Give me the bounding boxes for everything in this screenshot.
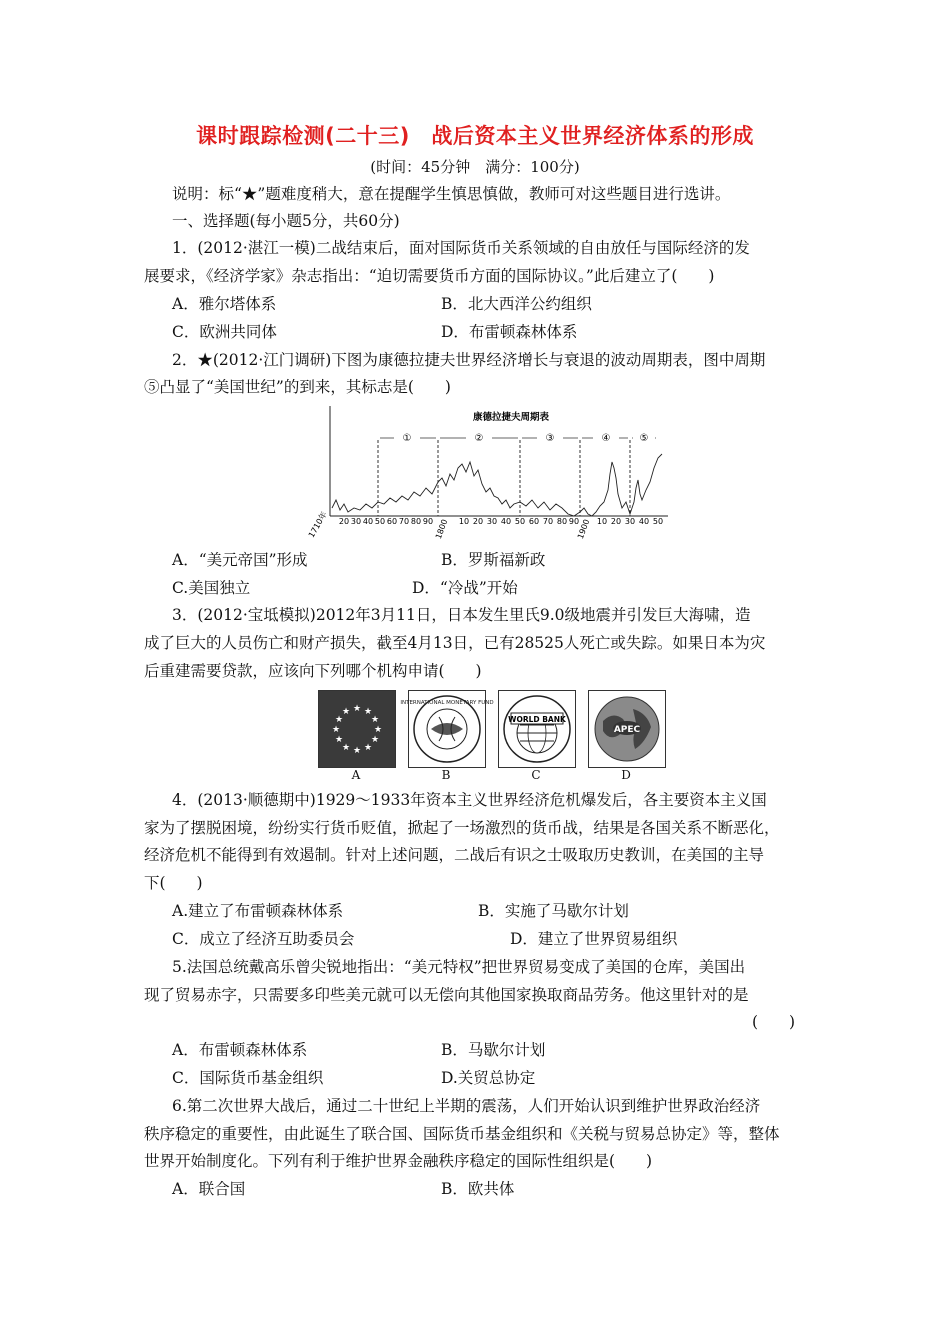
q1-option-c[interactable]: C．欧洲共同体 bbox=[172, 323, 277, 341]
svg-text:★: ★ bbox=[363, 707, 373, 717]
logo-d-label: D bbox=[621, 768, 631, 782]
xtick-10: 10 bbox=[458, 517, 470, 526]
q4-stem-line1: 4．(2013·顺德期中)1929～1933年资本主义世界经济危机爆发后，各主要资本主义国 bbox=[172, 791, 767, 809]
xtick-50c: 50 bbox=[652, 517, 664, 526]
xtick-70b: 70 bbox=[542, 517, 554, 526]
q1-stem-line1: 1．(2012·湛江一模)二战结束后，面对国际货币关系领域的自由放任与国际经济的发 bbox=[172, 239, 750, 257]
q5-stem-line3: ( ) bbox=[752, 1013, 796, 1031]
svg-text:★: ★ bbox=[352, 704, 362, 714]
q5-stem-line1: 5.法国总统戴高乐曾尖锐地指出：“美元特权”把世界贸易变成了美国的仓库，美国出 bbox=[172, 958, 746, 976]
xtick-10c: 10 bbox=[596, 517, 608, 526]
q2-option-c[interactable]: C.美国独立 bbox=[172, 579, 251, 597]
xtick-50b: 50 bbox=[514, 517, 526, 526]
imf-seal-text: INTERNATIONAL MONETARY FUND bbox=[400, 700, 494, 706]
xtick-30c: 30 bbox=[624, 517, 636, 526]
chart-title: 康德拉捷夫周期表 bbox=[472, 412, 550, 423]
q6-option-b[interactable]: B．欧共体 bbox=[441, 1180, 515, 1198]
logo-c-world-bank[interactable] bbox=[498, 690, 576, 768]
logo-c-label: C bbox=[531, 768, 541, 782]
xtick-40c: 40 bbox=[638, 517, 650, 526]
cycle-label-4: ④ bbox=[601, 433, 611, 444]
xtick-90: 90 bbox=[422, 517, 434, 526]
q5-option-c[interactable]: C．国际货币基金组织 bbox=[172, 1069, 324, 1087]
q3-stem-line1: 3．(2012·宝坻模拟)2012年3月11日，日本发生里氏9.0级地震并引发巨大海啸，造 bbox=[172, 606, 751, 624]
q2-option-b[interactable]: B．罗斯福新政 bbox=[441, 551, 546, 569]
q6-stem-line2: 秩序稳定的重要性，由此诞生了联合国、国际货币基金组织和《关税与贸易总协定》等，整体 bbox=[144, 1125, 780, 1143]
apec-text: APEC bbox=[613, 725, 641, 735]
xtick-90b: 90 bbox=[568, 517, 580, 526]
instruction-note: 说明：标“★”题难度稍大，意在提醒学生慎思慎做，教师可对这些题目进行选讲。 bbox=[172, 185, 731, 203]
q3-stem-line2: 成了巨大的人员伤亡和财产损失，截至4月13日，已有28525人死亡或失踪。如果日本为灾 bbox=[144, 634, 766, 652]
q2-stem-line1: 2．★(2012·江门调研)下图为康德拉捷夫世界经济增长与衰退的波动周期表，图中周期 bbox=[172, 351, 766, 369]
q2-option-d[interactable]: D．“冷战”开始 bbox=[412, 579, 518, 597]
q1-option-a[interactable]: A．雅尔塔体系 bbox=[172, 295, 277, 313]
q4-option-c[interactable]: C．成立了经济互助委员会 bbox=[172, 930, 355, 948]
logo-a-eu-flag[interactable] bbox=[318, 690, 396, 768]
svg-text:★: ★ bbox=[352, 746, 362, 756]
svg-text:★: ★ bbox=[370, 715, 380, 725]
section-heading: 一、选择题(每小题5分，共60分) bbox=[172, 212, 400, 230]
xtick-70: 70 bbox=[398, 517, 410, 526]
xtick-30b: 30 bbox=[486, 517, 498, 526]
svg-text:★: ★ bbox=[373, 725, 383, 735]
xtick-20: 20 bbox=[338, 517, 350, 526]
xtick-40b: 40 bbox=[500, 517, 512, 526]
xtick-60: 60 bbox=[386, 517, 398, 526]
svg-text:★: ★ bbox=[370, 735, 380, 745]
svg-text:★: ★ bbox=[331, 725, 341, 735]
q4-stem-line4: 下( ) bbox=[144, 874, 203, 892]
q1-option-b[interactable]: B．北大西洋公约组织 bbox=[441, 295, 592, 313]
q5-option-b[interactable]: B．马歇尔计划 bbox=[441, 1041, 546, 1059]
logo-b-imf[interactable] bbox=[400, 690, 494, 768]
page-title: 课时跟踪检测(二十三) 战后资本主义世界经济体系的形成 bbox=[196, 124, 754, 148]
logo-b-label: B bbox=[441, 768, 451, 782]
cycle-label-3: ③ bbox=[545, 433, 555, 444]
xtick-1900: 1900 bbox=[575, 518, 592, 541]
svg-text:★: ★ bbox=[341, 707, 351, 717]
svg-text:★: ★ bbox=[341, 743, 351, 753]
xtick-80: 80 bbox=[410, 517, 422, 526]
xtick-20c: 20 bbox=[610, 517, 622, 526]
economic-wave-line bbox=[332, 454, 662, 516]
eu-stars-icon bbox=[319, 691, 395, 767]
imf-seal-icon bbox=[400, 691, 494, 767]
q5-stem-line2: 现了贸易赤字，只需要多印些美元就可以无偿向其他国家换取商品劳务。他这里针对的是 bbox=[144, 986, 749, 1004]
svg-text:★: ★ bbox=[334, 735, 344, 745]
xtick-50: 50 bbox=[374, 517, 386, 526]
xtick-30: 30 bbox=[350, 517, 362, 526]
time-score-info: (时间：45分钟 满分：100分) bbox=[370, 158, 580, 176]
xtick-1710: 1710年 bbox=[306, 510, 329, 540]
kondratiev-cycle-chart bbox=[306, 404, 676, 540]
q6-stem-line1: 6.第二次世界大战后，通过二十世纪上半期的震荡，人们开始认识到维护世界政治经济 bbox=[172, 1097, 761, 1115]
xtick-80b: 80 bbox=[556, 517, 568, 526]
world-bank-seal-icon bbox=[499, 691, 575, 767]
xtick-60b: 60 bbox=[528, 517, 540, 526]
q5-option-d[interactable]: D.关贸总协定 bbox=[441, 1069, 536, 1087]
cycle-label-1: ① bbox=[402, 433, 412, 444]
q3-stem-line3: 后重建需要贷款，应该向下列哪个机构申请( ) bbox=[144, 662, 482, 680]
q4-option-a[interactable]: A.建立了布雷顿森林体系 bbox=[172, 902, 344, 920]
q6-stem-line3: 世界开始制度化。下列有利于维护世界金融秩序稳定的国际性组织是( ) bbox=[144, 1152, 653, 1170]
world-bank-text: WORLD BANK bbox=[508, 715, 566, 724]
apec-globe-icon bbox=[589, 691, 665, 767]
xtick-1800: 1800 bbox=[433, 518, 450, 541]
svg-text:★: ★ bbox=[363, 743, 373, 753]
q4-option-d[interactable]: D．建立了世界贸易组织 bbox=[510, 930, 678, 948]
logo-a-label: A bbox=[351, 768, 361, 782]
cycle-label-2: ② bbox=[474, 433, 484, 444]
q5-option-a[interactable]: A．布雷顿森林体系 bbox=[172, 1041, 308, 1059]
q2-stem-line2: ⑤凸显了“美国世纪”的到来，其标志是( ) bbox=[144, 378, 451, 396]
q4-stem-line3: 经济危机不能得到有效遏制。针对上述问题，二战后有识之士吸取历史教训，在美国的主导 bbox=[144, 846, 765, 864]
q4-option-b[interactable]: B．实施了马歇尔计划 bbox=[478, 902, 629, 920]
q2-option-a[interactable]: A．“美元帝国”形成 bbox=[172, 551, 308, 569]
q4-stem-line2: 家为了摆脱困境，纷纷实行货币贬值，掀起了一场激烈的货币战，结果是各国关系不断恶化， bbox=[144, 819, 780, 837]
cycle-label-5: ⑤ bbox=[639, 433, 649, 444]
logo-d-apec[interactable] bbox=[588, 690, 666, 768]
q6-option-a[interactable]: A．联合国 bbox=[172, 1180, 246, 1198]
xtick-40: 40 bbox=[362, 517, 374, 526]
svg-text:★: ★ bbox=[334, 715, 344, 725]
q1-option-d[interactable]: D．布雷顿森林体系 bbox=[441, 323, 578, 341]
xtick-20b: 20 bbox=[472, 517, 484, 526]
q1-stem-line2: 展要求，《经济学家》杂志指出：“迫切需要货币方面的国际协议。”此后建立了( ) bbox=[144, 267, 715, 285]
